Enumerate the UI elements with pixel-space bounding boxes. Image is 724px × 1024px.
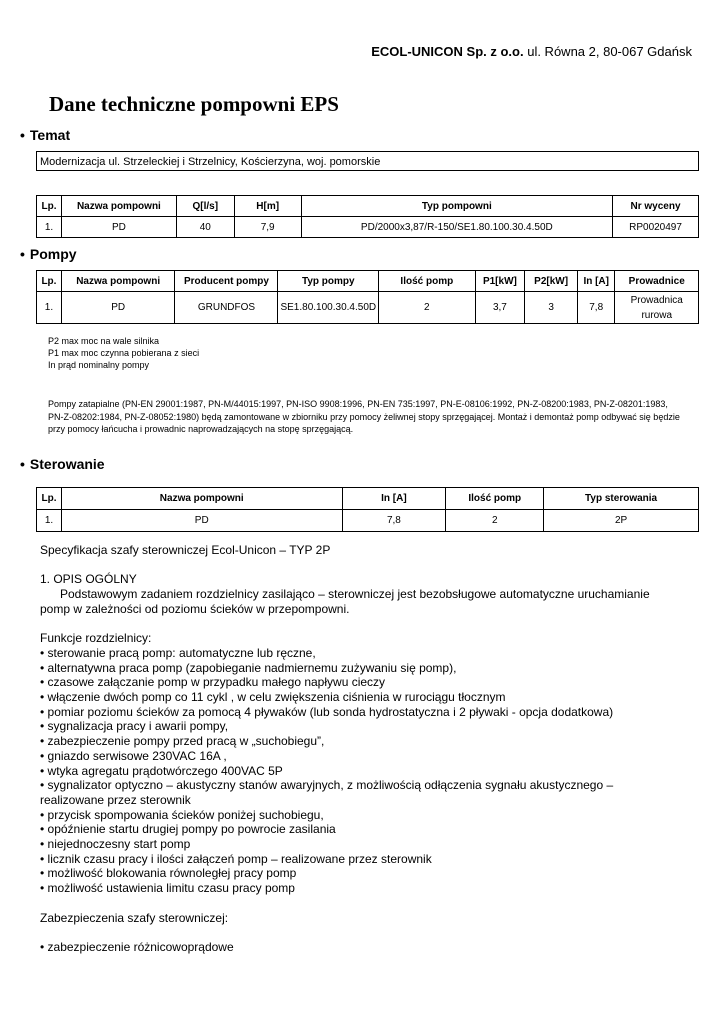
station-table-header — [37, 196, 699, 217]
table-cell: PD — [61, 217, 176, 238]
bullet-icon: • — [20, 456, 25, 472]
pumps-table — [36, 270, 699, 324]
company-header — [371, 44, 692, 59]
table-cell: 3,7 — [475, 292, 525, 324]
section-temat — [20, 127, 70, 143]
column-header: Nazwa pompowni — [61, 196, 176, 217]
column-header: Typ pompowni — [301, 196, 612, 217]
list-item: • opóźnienie startu drugiej pompy po powrocie zasilania — [40, 822, 336, 837]
list-item: • licznik czasu pracy i ilości załączeń pomp – realizowane przez sterownik — [40, 851, 432, 866]
list-item: • zabezpieczenie różnicowoprądowe — [40, 939, 234, 954]
column-header: Ilość pomp — [379, 271, 475, 292]
list-item: • wtyka agregatu prądotwórczego 400VAC 5P — [40, 763, 283, 778]
column-header: Q[l/s] — [176, 196, 234, 217]
table-cell: 1. — [37, 217, 62, 238]
table-row — [37, 217, 699, 238]
bullet-icon: • — [20, 127, 25, 143]
section-pompy — [20, 246, 77, 262]
table-cell: 2P — [544, 510, 699, 532]
station-table — [36, 195, 699, 238]
table-cell: PD/2000x3,87/R-150/SE1.80.100.30.4.50D — [301, 217, 612, 238]
table-cell: 2 — [379, 292, 475, 324]
column-header: Typ pompy — [278, 271, 379, 292]
specification-body — [40, 543, 680, 955]
pump-paragraph: Pompy zatapialne (PN-EN 29001:1987, PN-M/44015:1997, PN-ISO 9908:1996, PN-EN 735:1997, PN-E-08106:1992, PN-Z-08200:1983, PN-Z-08201:1983, PN-Z-08202:1984, PN-Z-08052:1980) będą zamontowane w zbiorniku przy pomocy żeliwnej stopy sprzęgającej. Montaż i demontaż pomp odbywać się będzie przy pomocy łańcucha i prowadnic naprowadzających na stopę sprzęgającą. — [48, 399, 680, 434]
table-cell: GRUNDFOS — [175, 292, 278, 324]
column-header: Typ sterowania — [544, 488, 699, 510]
pumps-table-header — [37, 271, 699, 292]
table-cell: 7,8 — [577, 292, 615, 324]
list-item: • alternatywna praca pomp (zapobieganie nadmiernemu zużywaniu się pomp), — [40, 660, 457, 675]
list-item: • niejednoczesny start pomp — [40, 837, 191, 852]
table-cell: RP0020497 — [613, 217, 699, 238]
spec-title: Specyfikacja szafy sterowniczej Ecol-Unicon – TYP 2P — [40, 543, 331, 557]
list-item: • zabezpieczenie pompy przed pracą w „suchobiegu”, — [40, 734, 325, 749]
table-cell: PD — [61, 292, 175, 324]
control-table-header — [37, 488, 699, 510]
table-cell: 3 — [525, 292, 578, 324]
table-cell: 40 — [176, 217, 234, 238]
table-cell: 1. — [37, 292, 62, 324]
spec-intro: Podstawowym zadaniem rozdzielnicy zasilająco – sterowniczej jest bezobsługowe automatyczne uruchamianie pomp w zależności od poziomu ścieków w przepompowni. — [40, 587, 650, 616]
column-header: Ilość pomp — [446, 488, 544, 510]
list-item: • czasowe załączanie pomp w przypadku małego napływu cieczy — [40, 675, 386, 690]
note-line: P2 max moc na wale silnika — [48, 336, 160, 346]
list-item: • pomiar poziomu ścieków za pomocą 4 pływaków (lub sonda hydrostatyczna i 2 pływaki - opcja dodatkowa) — [40, 704, 614, 719]
column-header: Nazwa pompowni — [61, 488, 342, 510]
section-pompy-label: Pompy — [29, 246, 77, 262]
list-item: • sygnalizacja pracy i awarii pompy, — [40, 719, 229, 734]
table-row — [37, 292, 699, 324]
column-header: Lp. — [37, 488, 62, 510]
column-header: Nr wyceny — [613, 196, 699, 217]
table-cell: Prowadnica rurowa — [615, 292, 699, 324]
list-item: • sterowanie pracą pomp: automatyczne lub ręczne, — [40, 645, 316, 660]
column-header: Nazwa pompowni — [61, 271, 175, 292]
table-cell: 7,9 — [234, 217, 301, 238]
document-title: Dane techniczne pompowni EPS — [49, 92, 339, 116]
list-item: • przycisk spompowania ścieków poniżej suchobiegu, — [40, 807, 324, 822]
column-header: Producent pompy — [175, 271, 278, 292]
table-cell: PD — [61, 510, 342, 532]
table-cell: 7,8 — [342, 510, 446, 532]
column-header: Lp. — [37, 271, 62, 292]
topic-box: Modernizacja ul. Strzeleckiej i Strzelnicy, Kościerzyna, woj. pomorskie — [36, 151, 699, 171]
column-header: Lp. — [37, 196, 62, 217]
bullet-icon: • — [20, 246, 25, 262]
column-header: P1[kW] — [475, 271, 525, 292]
note-line: In prąd nominalny pompy — [48, 360, 150, 370]
table-cell: 2 — [446, 510, 544, 532]
section-sterowanie-label: Sterowanie — [29, 456, 105, 472]
column-header: H[m] — [234, 196, 301, 217]
section-sterowanie — [20, 456, 105, 472]
column-header: In [A] — [577, 271, 615, 292]
list-item: • możliwość blokowania równoległej pracy pomp — [40, 866, 297, 881]
functions-heading: Funkcje rozdzielnicy: — [40, 631, 152, 646]
column-header: In [A] — [342, 488, 446, 510]
column-header: Prowadnice — [615, 271, 699, 292]
control-table — [36, 487, 699, 532]
list-item: • możliwość ustawienia limitu czasu pracy pomp — [40, 881, 295, 896]
company-name: ECOL-UNICON Sp. z o.o. — [371, 44, 524, 59]
table-cell: SE1.80.100.30.4.50D — [278, 292, 379, 324]
list-item: • włączenie dwóch pomp co 11 cykl , w celu zwiększenia ciśnienia w rurociągu tłocznym — [40, 690, 506, 704]
section-temat-label: Temat — [29, 127, 71, 143]
list-item: • sygnalizator optyczno – akustyczny stanów awaryjnych, z możliwością odłączenia sygnału akustycznego – realizowane przez sterownik — [40, 778, 614, 807]
protection-heading: Zabezpieczenia szafy sterowniczej: — [40, 910, 229, 925]
column-header: P2[kW] — [525, 271, 578, 292]
pump-notes — [48, 335, 199, 371]
company-address: ul. Równa 2, 80-067 Gdańsk — [527, 44, 692, 59]
spec-section-heading: 1. OPIS OGÓLNY — [40, 572, 137, 587]
table-cell: 1. — [37, 510, 62, 532]
table-row — [37, 510, 699, 532]
note-line: P1 max moc czynna pobierana z sieci — [48, 348, 200, 358]
list-item: • gniazdo serwisowe 230VAC 16A , — [40, 748, 227, 763]
